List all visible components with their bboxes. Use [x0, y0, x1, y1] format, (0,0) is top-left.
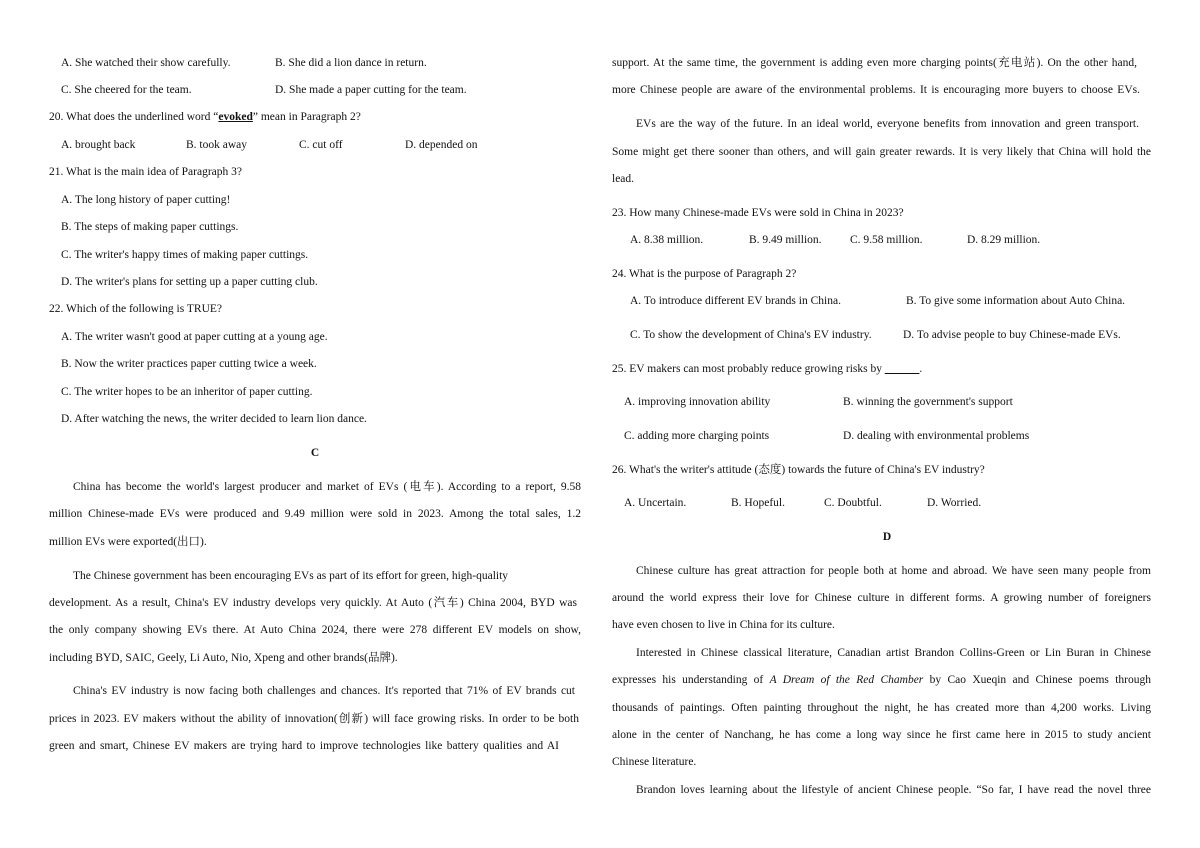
- passage-d-p1-line2: around the world express their love for Chinese culture in different forms. A growing number of foreigners: [612, 592, 1151, 604]
- q21-stem: 21. What is the main idea of Paragraph 3?: [49, 166, 242, 178]
- q19-option-c: C. She cheered for the team.: [61, 84, 192, 96]
- q22-option-d: D. After watching the news, the writer decided to learn lion dance.: [61, 413, 367, 425]
- passage-c-p3-line1: China's EV industry is now facing both challenges and chances. It's reported that 71% of EV brands cut: [73, 685, 575, 697]
- q24-option-a: A. To introduce different EV brands in China.: [630, 295, 841, 307]
- q26-option-b: B. Hopeful.: [731, 497, 785, 509]
- underlined-word: evoked: [218, 111, 253, 123]
- q25-option-c: C. adding more charging points: [624, 430, 770, 442]
- passage-d-p1-line3: have even chosen to live in China for its culture.: [612, 619, 835, 631]
- passage-c-p1-line3: million EVs were exported(出口).: [49, 536, 207, 548]
- passage-c-p2-line2: development. As a result, China's EV industry develops very quickly. At Auto (汽车) China 2004, BYD was: [49, 597, 577, 609]
- q25-option-b: B. winning the government's support: [843, 396, 1013, 408]
- passage-c-p2-line1: The Chinese government has been encouraging EVs as part of its effort for green, high-quality: [73, 570, 509, 582]
- q22-option-b: B. Now the writer practices paper cutting twice a week.: [61, 358, 317, 370]
- passage-d-p2-line4: alone in the center of Nanchang, he has come a long way since he first came here in 2015 to study ancient: [612, 729, 1151, 741]
- passage-c-p1-line1: China has become the world's largest producer and market of EVs (电车). According to a report, 9.58: [73, 481, 581, 493]
- answer-blank: ______: [884, 363, 920, 375]
- passage-c-p4-line3: lead.: [612, 173, 635, 185]
- q21-option-d: D. The writer's plans for setting up a paper cutting club.: [61, 276, 318, 288]
- q23-option-c: C. 9.58 million.: [850, 234, 923, 246]
- passage-d-p2-line1: Interested in Chinese classical literature, Canadian artist Brandon Collins-Green or Lin Buran in Chinese: [636, 647, 1151, 659]
- q22-stem: 22. Which of the following is TRUE?: [49, 303, 223, 315]
- q24-option-d: D. To advise people to buy Chinese-made EVs.: [903, 329, 1121, 341]
- passage-d-p3-line1: Brandon loves learning about the lifestyle of ancient Chinese people. “So far, I have read the novel three: [636, 784, 1151, 796]
- q19-option-d: D. She made a paper cutting for the team.: [275, 84, 467, 96]
- passage-d-p1-line1: Chinese culture has great attraction for people both at home and abroad. We have seen many people from: [636, 565, 1151, 577]
- q19-option-a: A. She watched their show carefully.: [61, 57, 231, 69]
- q25-option-a: A. improving innovation ability: [624, 396, 771, 408]
- passage-c-p3-line4: support. At the same time, the government is adding even more charging points(充电站). On the other hand,: [612, 57, 1137, 69]
- q25-option-d: D. dealing with environmental problems: [843, 430, 1030, 442]
- passage-c-p1-line2: million Chinese-made EVs were produced and 9.49 million were sold in 2023. Among the total sales, 1.2: [49, 508, 581, 520]
- q23-option-b: B. 9.49 million.: [749, 234, 822, 246]
- q26-option-d: D. Worried.: [927, 497, 982, 509]
- passage-c-p4-line1: EVs are the way of the future. In an ideal world, everyone benefits from innovation and green transport.: [636, 118, 1139, 130]
- q20-option-d: D. depended on: [405, 139, 478, 151]
- q20-stem: 20. What does the underlined word “evoked” mean in Paragraph 2?: [49, 111, 361, 123]
- q20-option-b: B. took away: [186, 139, 248, 151]
- q21-option-b: B. The steps of making paper cuttings.: [61, 221, 239, 233]
- q22-option-c: C. The writer hopes to be an inheritor of paper cutting.: [61, 386, 313, 398]
- q26-option-c: C. Doubtful.: [824, 497, 882, 509]
- q23-option-a: A. 8.38 million.: [630, 234, 704, 246]
- q20-option-a: A. brought back: [61, 139, 136, 151]
- q19-option-b: B. She did a lion dance in return.: [275, 57, 427, 69]
- q21-option-c: C. The writer's happy times of making paper cuttings.: [61, 249, 309, 261]
- q24-stem: 24. What is the purpose of Paragraph 2?: [612, 268, 797, 280]
- passage-d-p2-line3: thousands of paintings. Often painting throughout the night, he has created more than 4,200 works. Living: [612, 702, 1151, 714]
- q24-option-c: C. To show the development of China's EV industry.: [630, 329, 872, 341]
- section-heading-d: D: [882, 531, 892, 543]
- passage-c-p2-line3: the only company showing EVs there. At Auto China 2024, there were 278 different EV models on show,: [49, 624, 581, 636]
- q23-stem: 23. How many Chinese-made EVs were sold in China in 2023?: [612, 207, 904, 219]
- passage-c-p3-line3: green and smart, Chinese EV makers are trying hard to improve technologies like battery qualities and AI: [49, 740, 559, 752]
- passage-c-p4-line2: Some might get there sooner than others, and will gain greater rewards. It is very likely that China will hold the: [612, 146, 1151, 158]
- q26-option-a: A. Uncertain.: [624, 497, 687, 509]
- q24-option-b: B. To give some information about Auto China.: [906, 295, 1126, 307]
- q25-stem: 25. EV makers can most probably reduce growing risks by ______.: [612, 363, 923, 375]
- section-heading-c: C: [310, 447, 320, 459]
- passage-c-p3-line5: more Chinese people are aware of the environmental problems. It is encouraging more buyers to choose EVs.: [612, 84, 1140, 96]
- q21-option-a: A. The long history of paper cutting!: [61, 194, 231, 206]
- passage-c-p2-line4: including BYD, SAIC, Geely, Li Auto, Nio, Xpeng and other brands(品牌).: [49, 652, 398, 664]
- q20-option-c: C. cut off: [299, 139, 343, 151]
- passage-d-p2-line2: expresses his understanding of A Dream of the Red Chamber by Cao Xueqin and Chinese poems through: [612, 674, 1151, 686]
- passage-d-p2-line5: Chinese literature.: [612, 756, 697, 768]
- passage-c-p3-line2: prices in 2023. EV makers without the ability of innovation(创新) will face growing risks. In order to be both: [49, 713, 579, 725]
- q26-stem: 26. What's the writer's attitude (态度) towards the future of China's EV industry?: [612, 464, 985, 476]
- q23-option-d: D. 8.29 million.: [967, 234, 1041, 246]
- book-title: A Dream of the Red Chamber: [769, 674, 924, 686]
- q22-option-a: A. The writer wasn't good at paper cutting at a young age.: [61, 331, 328, 343]
